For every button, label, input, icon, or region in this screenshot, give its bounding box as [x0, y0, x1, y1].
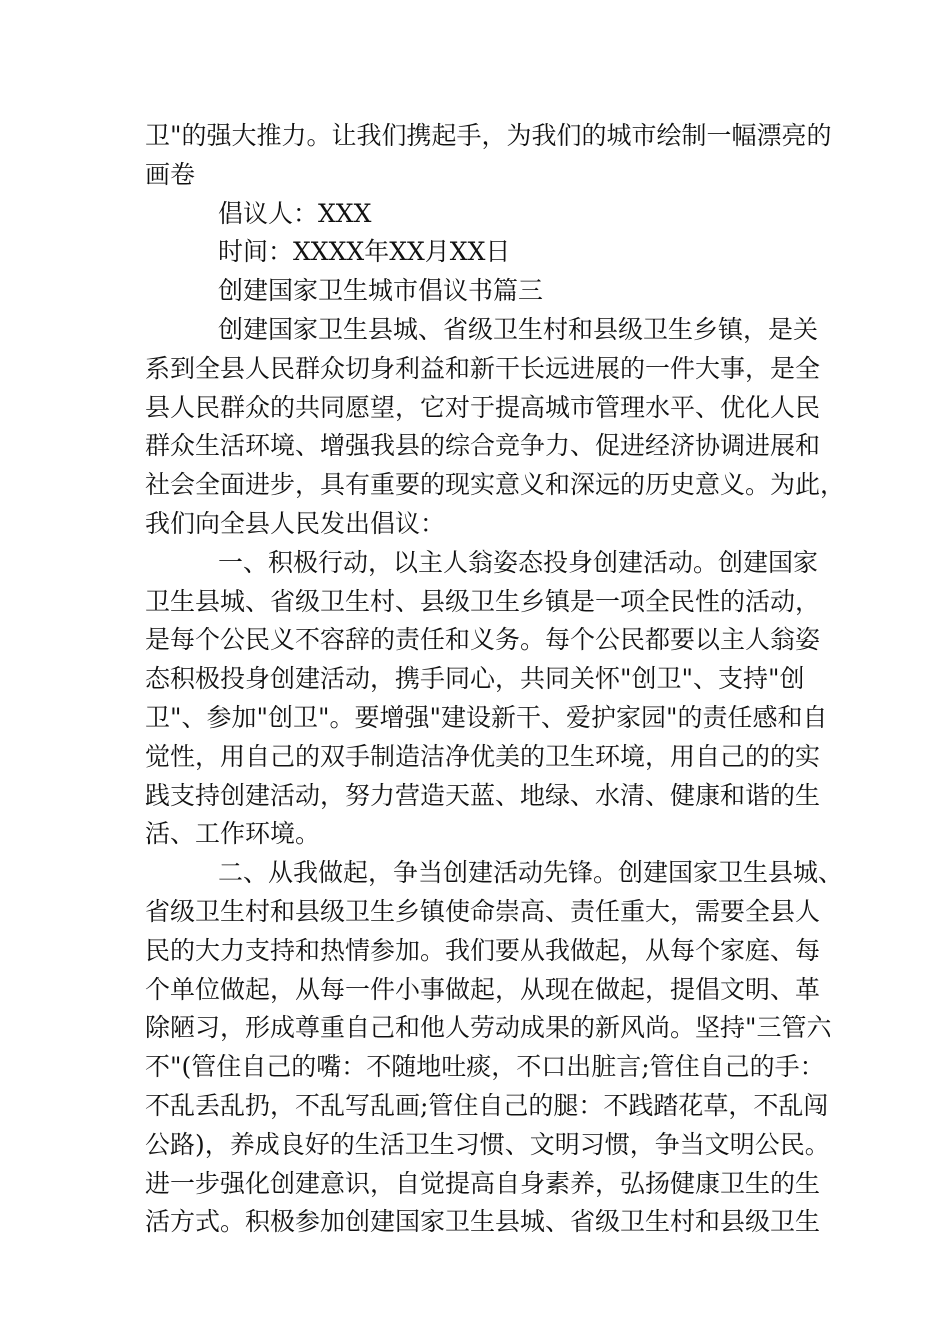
- text-line: 不乱丢乱扔，不乱写乱画;管住自己的腿：不践踏花草，不乱闯: [145, 1090, 829, 1120]
- text-line: 群众生活环境、增强我县的综合竞争力、促进经济协调进展和: [145, 431, 821, 461]
- text-line: 卫"的强大推力。让我们携起手，为我们的城市绘制一幅漂亮的: [145, 121, 832, 150]
- text-line: 时间：XXXX年XX月XX日: [218, 237, 511, 267]
- text-line: 画卷: [145, 159, 196, 189]
- text-line: 创建国家卫生县城、省级卫生村和县级卫生乡镇，是关: [218, 314, 819, 344]
- text-line: 创建国家卫生城市倡议书篇三: [218, 276, 544, 306]
- text-line: 不"(管住自己的嘴：不随地吐痰，不口出脏言;管住自己的手：: [145, 1052, 825, 1082]
- text-line: 我们向全县人民发出倡议：: [145, 508, 446, 538]
- text-line: 觉性，用自己的双手制造洁净优美的卫生环境，用自己的的实: [145, 741, 821, 771]
- document-body: [145, 117, 846, 1242]
- text-line: 县人民群众的共同愿望，它对于提高城市管理水平、优化人民: [145, 392, 821, 422]
- text-line: 二、从我做起，争当创建活动先锋。创建国家卫生县城、: [218, 858, 844, 888]
- text-line: 一、积极行动，以主人翁姿态投身创建活动。创建国家: [218, 547, 819, 577]
- text-line: 系到全县人民群众切身利益和新干长远进展的一件大事，是全: [145, 353, 821, 383]
- text-line: 进一步强化创建意识，自觉提高自身素养，弘扬健康卫生的生: [145, 1168, 821, 1198]
- text-line: 社会全面进步，具有重要的现实意义和深远的历史意义。为此，: [145, 470, 846, 500]
- text-line: 个单位做起，从每一件小事做起，从现在做起，提倡文明、革: [145, 974, 821, 1004]
- text-line: 态积极投身创建活动，携手同心，共同关怀"创卫"、支持"创: [145, 664, 805, 694]
- text-line: 省级卫生村和县级卫生乡镇使命崇高、责任重大，需要全县人: [145, 896, 821, 926]
- text-line: 除陋习，形成尊重自己和他人劳动成果的新风尚。坚持"三管六: [145, 1013, 832, 1043]
- text-line: 民的大力支持和热情参加。我们要从我做起，从每个家庭、每: [145, 935, 821, 965]
- text-line: 卫"、参加"创卫"。要增强"建设新干、爱护家园"的责任感和自: [145, 702, 828, 732]
- text-line: 倡议人：XXX: [218, 198, 372, 228]
- text-line: 是每个公民义不容辞的责任和义务。每个公民都要以主人翁姿: [145, 625, 821, 655]
- text-line: 践支持创建活动，努力营造天蓝、地绿、水清、健康和谐的生: [145, 780, 821, 810]
- text-line: 卫生县城、省级卫生村、县级卫生乡镇是一项全民性的活动，: [145, 586, 821, 616]
- text-line: 活、工作环境。: [145, 819, 321, 849]
- text-line: 公路)，养成良好的生活卫生习惯、文明习惯，争当文明公民。: [145, 1129, 830, 1159]
- text-line: 活方式。积极参加创建国家卫生县城、省级卫生村和县级卫生: [145, 1207, 821, 1237]
